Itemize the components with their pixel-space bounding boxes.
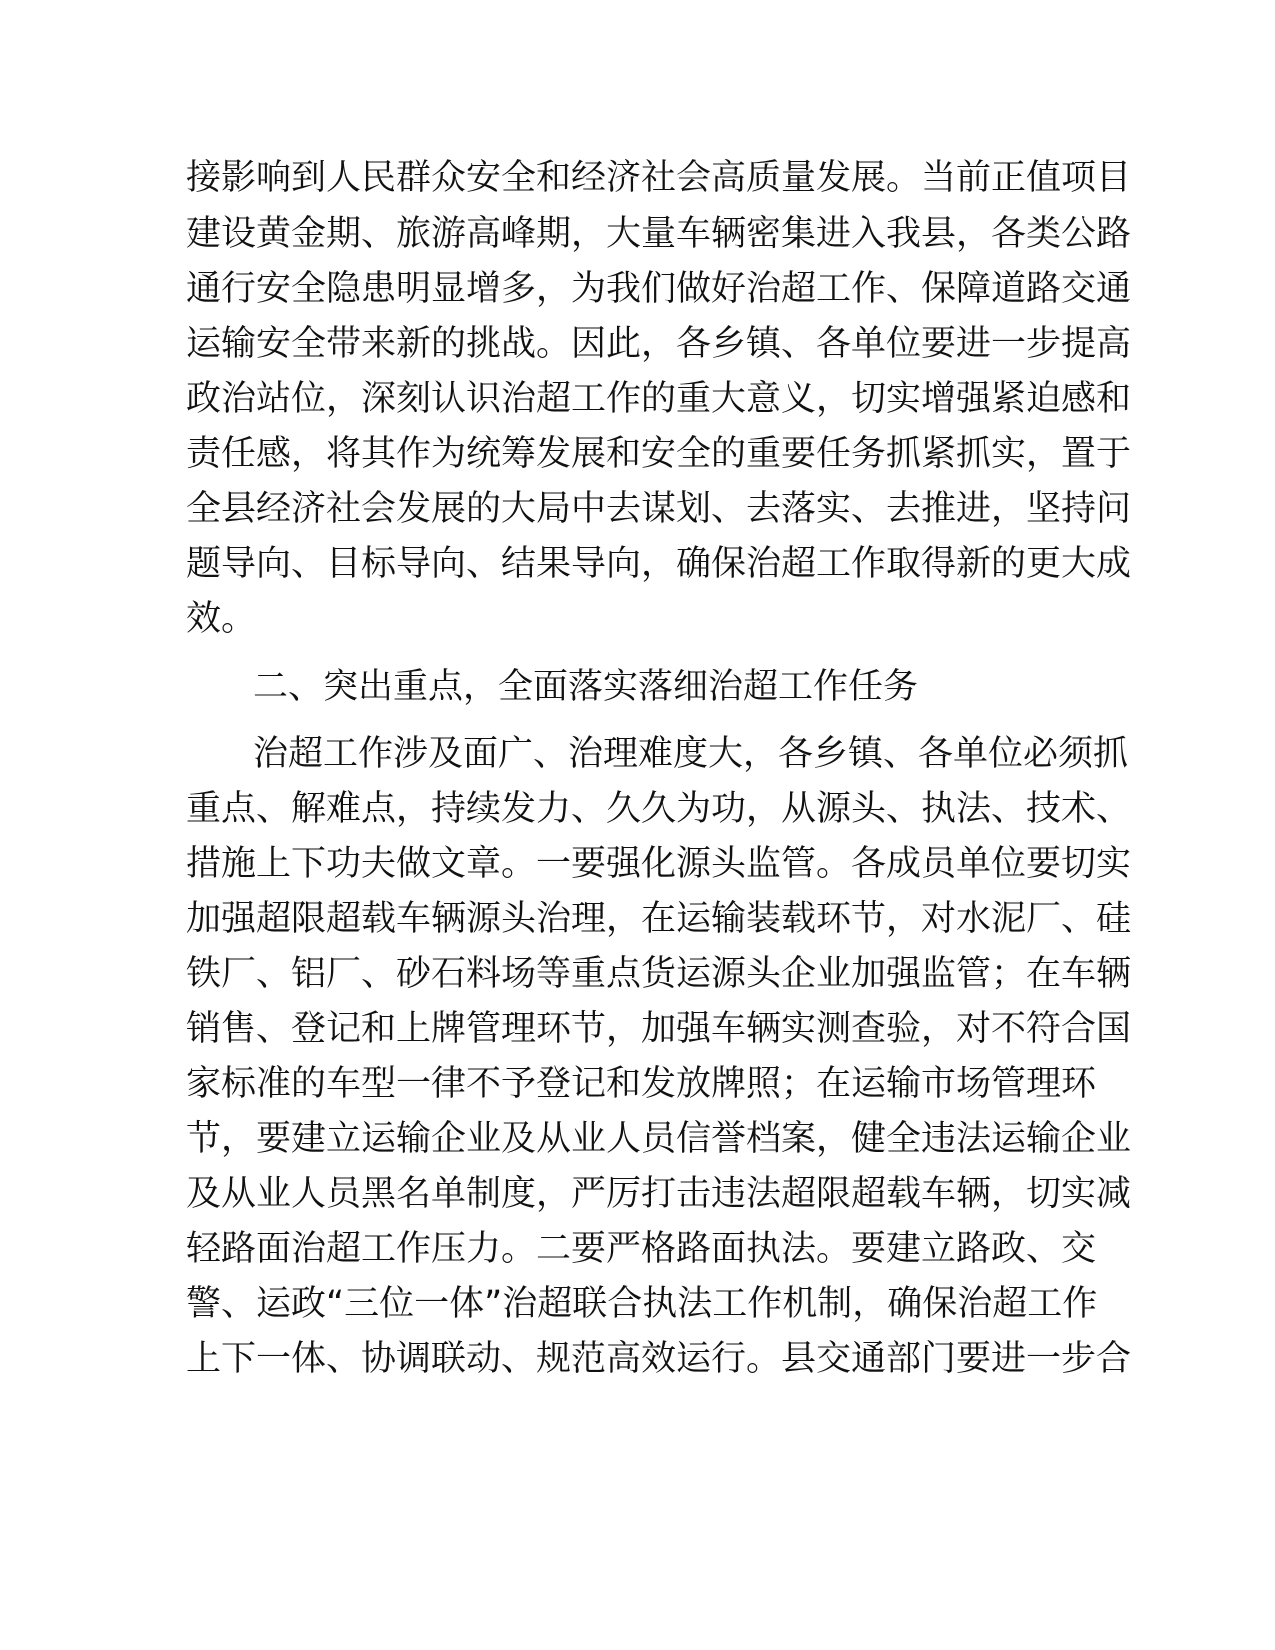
text-line: 家标准的车型一律不予登记和发放牌照；在运输市场管理环	[186, 1064, 1097, 1104]
text-line: 政治站位，深刻认识治超工作的重大意义，切实增强紧迫感和	[186, 379, 1132, 419]
text-line: 题导向、目标导向、结果导向，确保治超工作取得新的更大成	[186, 544, 1132, 584]
section-heading: 二、突出重点，全面落实落细治超工作任务	[253, 667, 919, 707]
text-line: 重点、解难点，持续发力、久久为功，从源头、执法、技术、	[186, 789, 1132, 829]
text-line: 铁厂、铝厂、砂石料场等重点货运源头企业加强监管；在车辆	[186, 954, 1132, 994]
text-line: 上下一体、协调联动、规范高效运行。县交通部门要进一步合	[186, 1339, 1132, 1379]
text-line: 警、运政“三位一体”治超联合执法工作机制，确保治超工作	[186, 1284, 1098, 1324]
text-line: 全县经济社会发展的大局中去谋划、去落实、去推进，坚持问	[186, 489, 1132, 529]
text-line: 轻路面治超工作压力。二要严格路面执法。要建立路政、交	[186, 1229, 1097, 1269]
text-line: 效。	[186, 599, 257, 639]
text-line: 治超工作涉及面广、治理难度大，各乡镇、各单位必须抓	[253, 734, 1129, 774]
text-line: 及从业人员黑名单制度，严厉打击违法超限超载车辆，切实减	[186, 1174, 1132, 1214]
text-line: 措施上下功夫做文章。一要强化源头监管。各成员单位要切实	[186, 844, 1132, 884]
text-line: 加强超限超载车辆源头治理，在运输装载环节，对水泥厂、硅	[186, 899, 1132, 939]
text-line: 责任感，将其作为统筹发展和安全的重要任务抓紧抓实，置于	[186, 434, 1132, 474]
text-line: 建设黄金期、旅游高峰期，大量车辆密集进入我县，各类公路	[186, 214, 1132, 254]
text-line: 销售、登记和上牌管理环节，加强车辆实测查验，对不符合国	[186, 1009, 1132, 1049]
text-line: 节，要建立运输企业及从业人员信誉档案，健全违法运输企业	[186, 1119, 1132, 1159]
text-line: 通行安全隐患明显增多，为我们做好治超工作、保障道路交通	[186, 269, 1132, 309]
text-line: 接影响到人民群众安全和经济社会高质量发展。当前正值项目	[186, 158, 1132, 198]
text-line: 运输安全带来新的挑战。因此，各乡镇、各单位要进一步提高	[186, 324, 1132, 364]
